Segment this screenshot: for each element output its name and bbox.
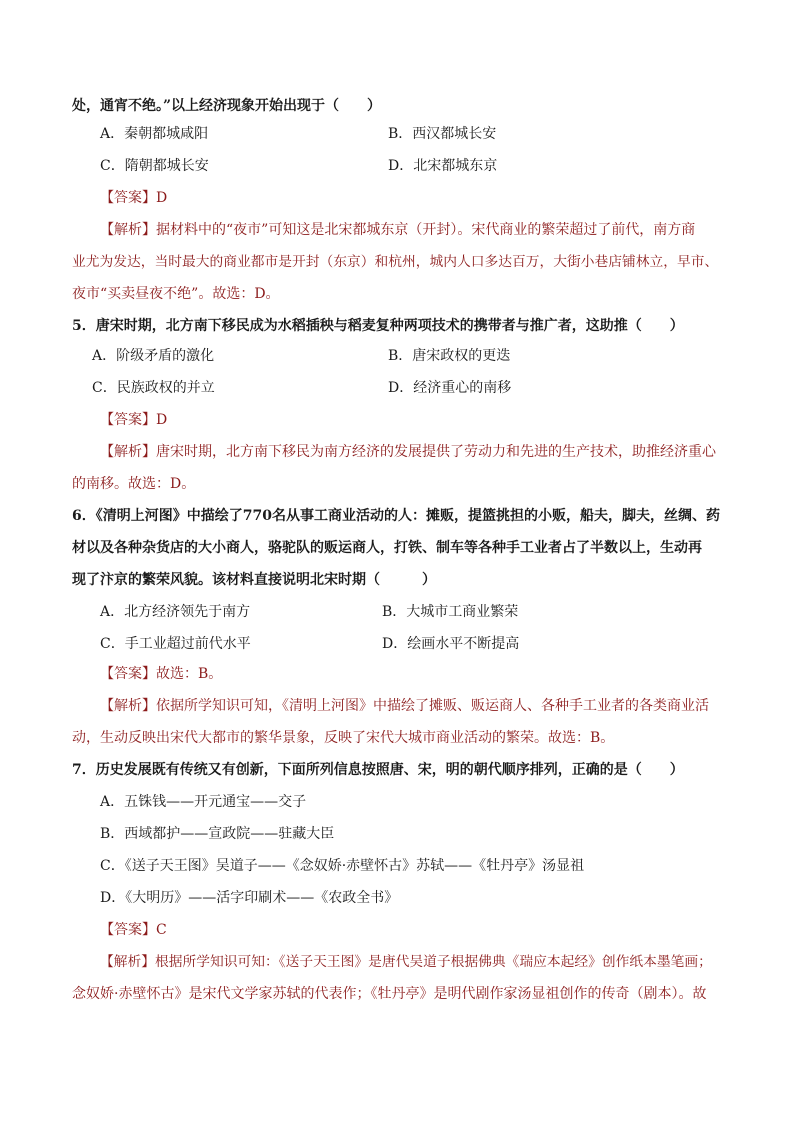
analysis-tag: 【解析】 bbox=[100, 222, 156, 238]
q6-analysis-line-2: 动，生动反映出宋代大都市的繁华景象，反映了宋代大城市商业活动的繁荣。故选：B。 bbox=[72, 730, 615, 746]
q7-option-a: A．五铢钱——开元通宝——交子 bbox=[100, 794, 307, 810]
q5-option-b: B．唐宋政权的更迭 bbox=[388, 348, 511, 364]
answer-value: 故选：B。 bbox=[156, 666, 223, 682]
answer-value: C bbox=[156, 922, 167, 938]
answer-value: D bbox=[156, 190, 168, 206]
analysis-tag: 【解析】 bbox=[100, 698, 156, 714]
q6-stem-line-3: 现了汴京的繁荣风貌。该材料直接说明北宋时期（ ） bbox=[72, 572, 436, 588]
analysis-text: 依据所学知识可知，《清明上河图》中描绘了摊贩、贩运商人、各种手工业者的各类商业活 bbox=[156, 698, 709, 714]
q5-analysis-line-2: 的南移。故选：D。 bbox=[72, 476, 196, 492]
answer-value: D bbox=[156, 412, 168, 428]
q5-answer bbox=[100, 410, 167, 430]
q6-analysis-line-1 bbox=[100, 696, 709, 716]
q4-option-b: B．西汉都城长安 bbox=[388, 126, 497, 142]
q7-analysis-line-2: 念奴娇·赤壁怀古》是宋代文学家苏轼的代表作；《牡丹亭》是明代剧作家汤显祖创作的传奇（剧本）。故 bbox=[72, 986, 707, 1002]
q7-option-c: C．《送子天王图》吴道子——《念奴娇·赤壁怀古》苏轼——《牡丹亭》汤显祖 bbox=[100, 858, 585, 874]
q4-analysis-line-1 bbox=[100, 220, 695, 240]
answer-tag: 【答案】 bbox=[100, 190, 156, 206]
q6-option-b: B．大城市工商业繁荣 bbox=[382, 604, 519, 620]
q7-stem: 7．历史发展既有传统又有创新，下面所列信息按照唐、宋，明的朝代顺序排列，正确的是（ ） bbox=[72, 762, 684, 778]
answer-tag: 【答案】 bbox=[100, 666, 156, 682]
q5-option-d: D．经济重心的南移 bbox=[388, 380, 512, 396]
analysis-text: 根据所学知识可知：《送子天王图》是唐代吴道子根据佛典《瑞应本起经》创作纸本墨笔画； bbox=[155, 954, 712, 970]
q5-analysis-line-1 bbox=[100, 442, 716, 462]
q5-stem: 5．唐宋时期，北方南下移民成为水稻插秧与稻麦复种两项技术的携带者与推广者，这助推（ ） bbox=[72, 318, 684, 334]
q4-answer bbox=[100, 188, 167, 208]
analysis-text: 唐宋时期，北方南下移民为南方经济的发展提供了劳动力和先进的生产技术，助推经济重心 bbox=[156, 444, 716, 460]
q6-option-d: D．绘画水平不断提高 bbox=[382, 636, 520, 652]
q7-option-d: D．《大明历》——活字印刷术——《农政全书》 bbox=[100, 890, 399, 906]
q7-answer bbox=[100, 920, 167, 940]
q4-option-c: C．隋朝都城长安 bbox=[100, 158, 209, 174]
q6-stem-line-2: 材以及各种杂货店的大小商人，骆驼队的贩运商人，打铁、制车等各种手工业者占了半数以上，生动再 bbox=[72, 540, 702, 556]
q4-stem-continuation: 处，通宵不绝。”以上经济现象开始出现于（ ） bbox=[72, 98, 382, 114]
q6-option-a: A．北方经济领先于南方 bbox=[100, 604, 251, 620]
q6-stem-line-1: 6．《清明上河图》中描绘了770名从事工商业活动的人：摊贩，提篮挑担的小贩，船夫，脚夫，丝绸、药 bbox=[72, 508, 720, 524]
q7-option-b: B．西域都护——宣政院——驻藏大臣 bbox=[100, 826, 335, 842]
q6-option-c: C．手工业超过前代水平 bbox=[100, 636, 251, 652]
analysis-text: 据材料中的“夜市”可知这是北宋都城东京（开封）。宋代商业的繁荣超过了前代，南方商 bbox=[156, 222, 696, 238]
answer-tag: 【答案】 bbox=[100, 922, 156, 938]
q5-option-c: C．民族政权的并立 bbox=[92, 380, 215, 396]
q5-option-a: A．阶级矛盾的激化 bbox=[92, 348, 215, 364]
q4-option-d: D．北宋都城东京 bbox=[388, 158, 498, 174]
answer-tag: 【答案】 bbox=[100, 412, 156, 428]
analysis-tag: 【解析】 bbox=[100, 444, 156, 460]
q7-analysis-line-1 bbox=[100, 952, 712, 972]
q4-analysis-line-2: 业尤为发达，当时最大的商业都市是开封（东京）和杭州，城内人口多达百万，大街小巷店铺林立，早市、 bbox=[72, 254, 719, 270]
q6-answer bbox=[100, 664, 222, 684]
q4-option-a: A．秦朝都城咸阳 bbox=[100, 126, 209, 142]
q4-analysis-line-3: 夜市“买卖昼夜不绝”。故选：D。 bbox=[72, 286, 280, 302]
analysis-tag: 【解析】 bbox=[100, 954, 156, 970]
